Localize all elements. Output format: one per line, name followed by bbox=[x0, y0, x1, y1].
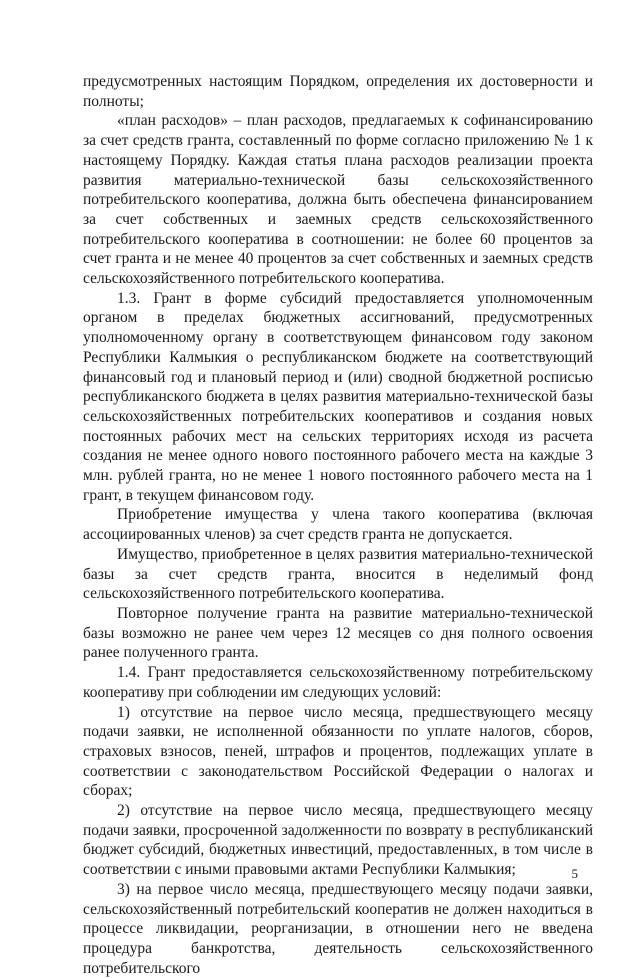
paragraph-section-1-3: 1.3. Грант в форме субсидий предоставляется уполномоченным органом в пределах бюджетных ассигнований, предусмотренных уполномоченному органу в соответствующем финансовом году законом Республики Калмыкия о республиканском бюджете на соответствующий финансовый год и плановый период и (или) сводной бюджетной росписью республиканского бюджета в целях развития материально-технической базы сельскохозяйственных потребительских кооперативов и создания новых постоянных рабочих мест на сельских территориях исходя из расчета создания не менее одного нового постоянного рабочего места на каждые 3 млн. рублей гранта, но не менее 1 нового постоянного рабочего места на 1 грант, в текущем финансовом году. bbox=[83, 289, 593, 504]
paragraph-condition-3: 3) на первое число месяца, предшествующего месяцу подачи заявки, сельскохозяйственный потребительский кооператив не должен находиться в процессе ликвидации, реорганизации, в отношении него не введена процедура банкротства, деятельность сельскохозяйственного потребительского bbox=[83, 880, 593, 977]
paragraph-condition-2: 2) отсутствие на первое число месяца, предшествующего месяцу подачи заявки, просроченной задолженности по возврату в республиканский бюджет субсидий, бюджетных инвестиций, предоставленных, в том числе в соответствии с иными правовыми актами Республики Калмыкия; bbox=[83, 802, 593, 879]
page-number: 5 bbox=[571, 866, 578, 881]
paragraph-continuation: предусмотренных настоящим Порядком, определения их достоверности и полноты; bbox=[83, 73, 593, 110]
paragraph-section-1-4: 1.4. Грант предоставляется сельскохозяйственному потребительскому кооперативу при соблюдении им следующих условий: bbox=[83, 664, 593, 701]
paragraph-repeat-grant: Повторное получение гранта на развитие материально-технической базы возможно не ранее чем через 12 месяцев со дня полного освоения ранее полученного гранта. bbox=[83, 604, 593, 662]
document-body bbox=[83, 72, 593, 978]
paragraph-indivisible-fund: Имущество, приобретенное в целях развития материально-технической базы за счет средств гранта, вносится в неделимый фонд сельскохозяйственного потребительского кооператива. bbox=[83, 545, 593, 603]
paragraph-condition-1: 1) отсутствие на первое число месяца, предшествующего месяцу подачи заявки, не исполненной обязанности по уплате налогов, сборов, страховых взносов, пеней, штрафов и процентов, подлежащих уплате в соответствии с законодательством Российской Федерации о налогах и сборах; bbox=[83, 703, 593, 800]
paragraph-property-purchase: Приобретение имущества у члена такого кооператива (включая ассоциированных членов) за счет средств гранта не допускается. bbox=[83, 506, 593, 544]
paragraph-plan-definition: «план расходов» – план расходов, предлагаемых к софинансированию за счет средств гранта, составленный по форме согласно приложению № 1 к настоящему Порядку. Каждая статья плана расходов реализации проекта развития материально-технической базы сельскохозяйственного потребительского кооператива, должна быть обеспечена финансированием за счет собственных и заемных средств сельскохозяйственного потребительского кооператива в соотношении: не более 60 процентов за счет гранта и не менее 40 процентов за счет собственных и заемных средств сельскохозяйственного потребительского кооператива. bbox=[83, 112, 593, 288]
